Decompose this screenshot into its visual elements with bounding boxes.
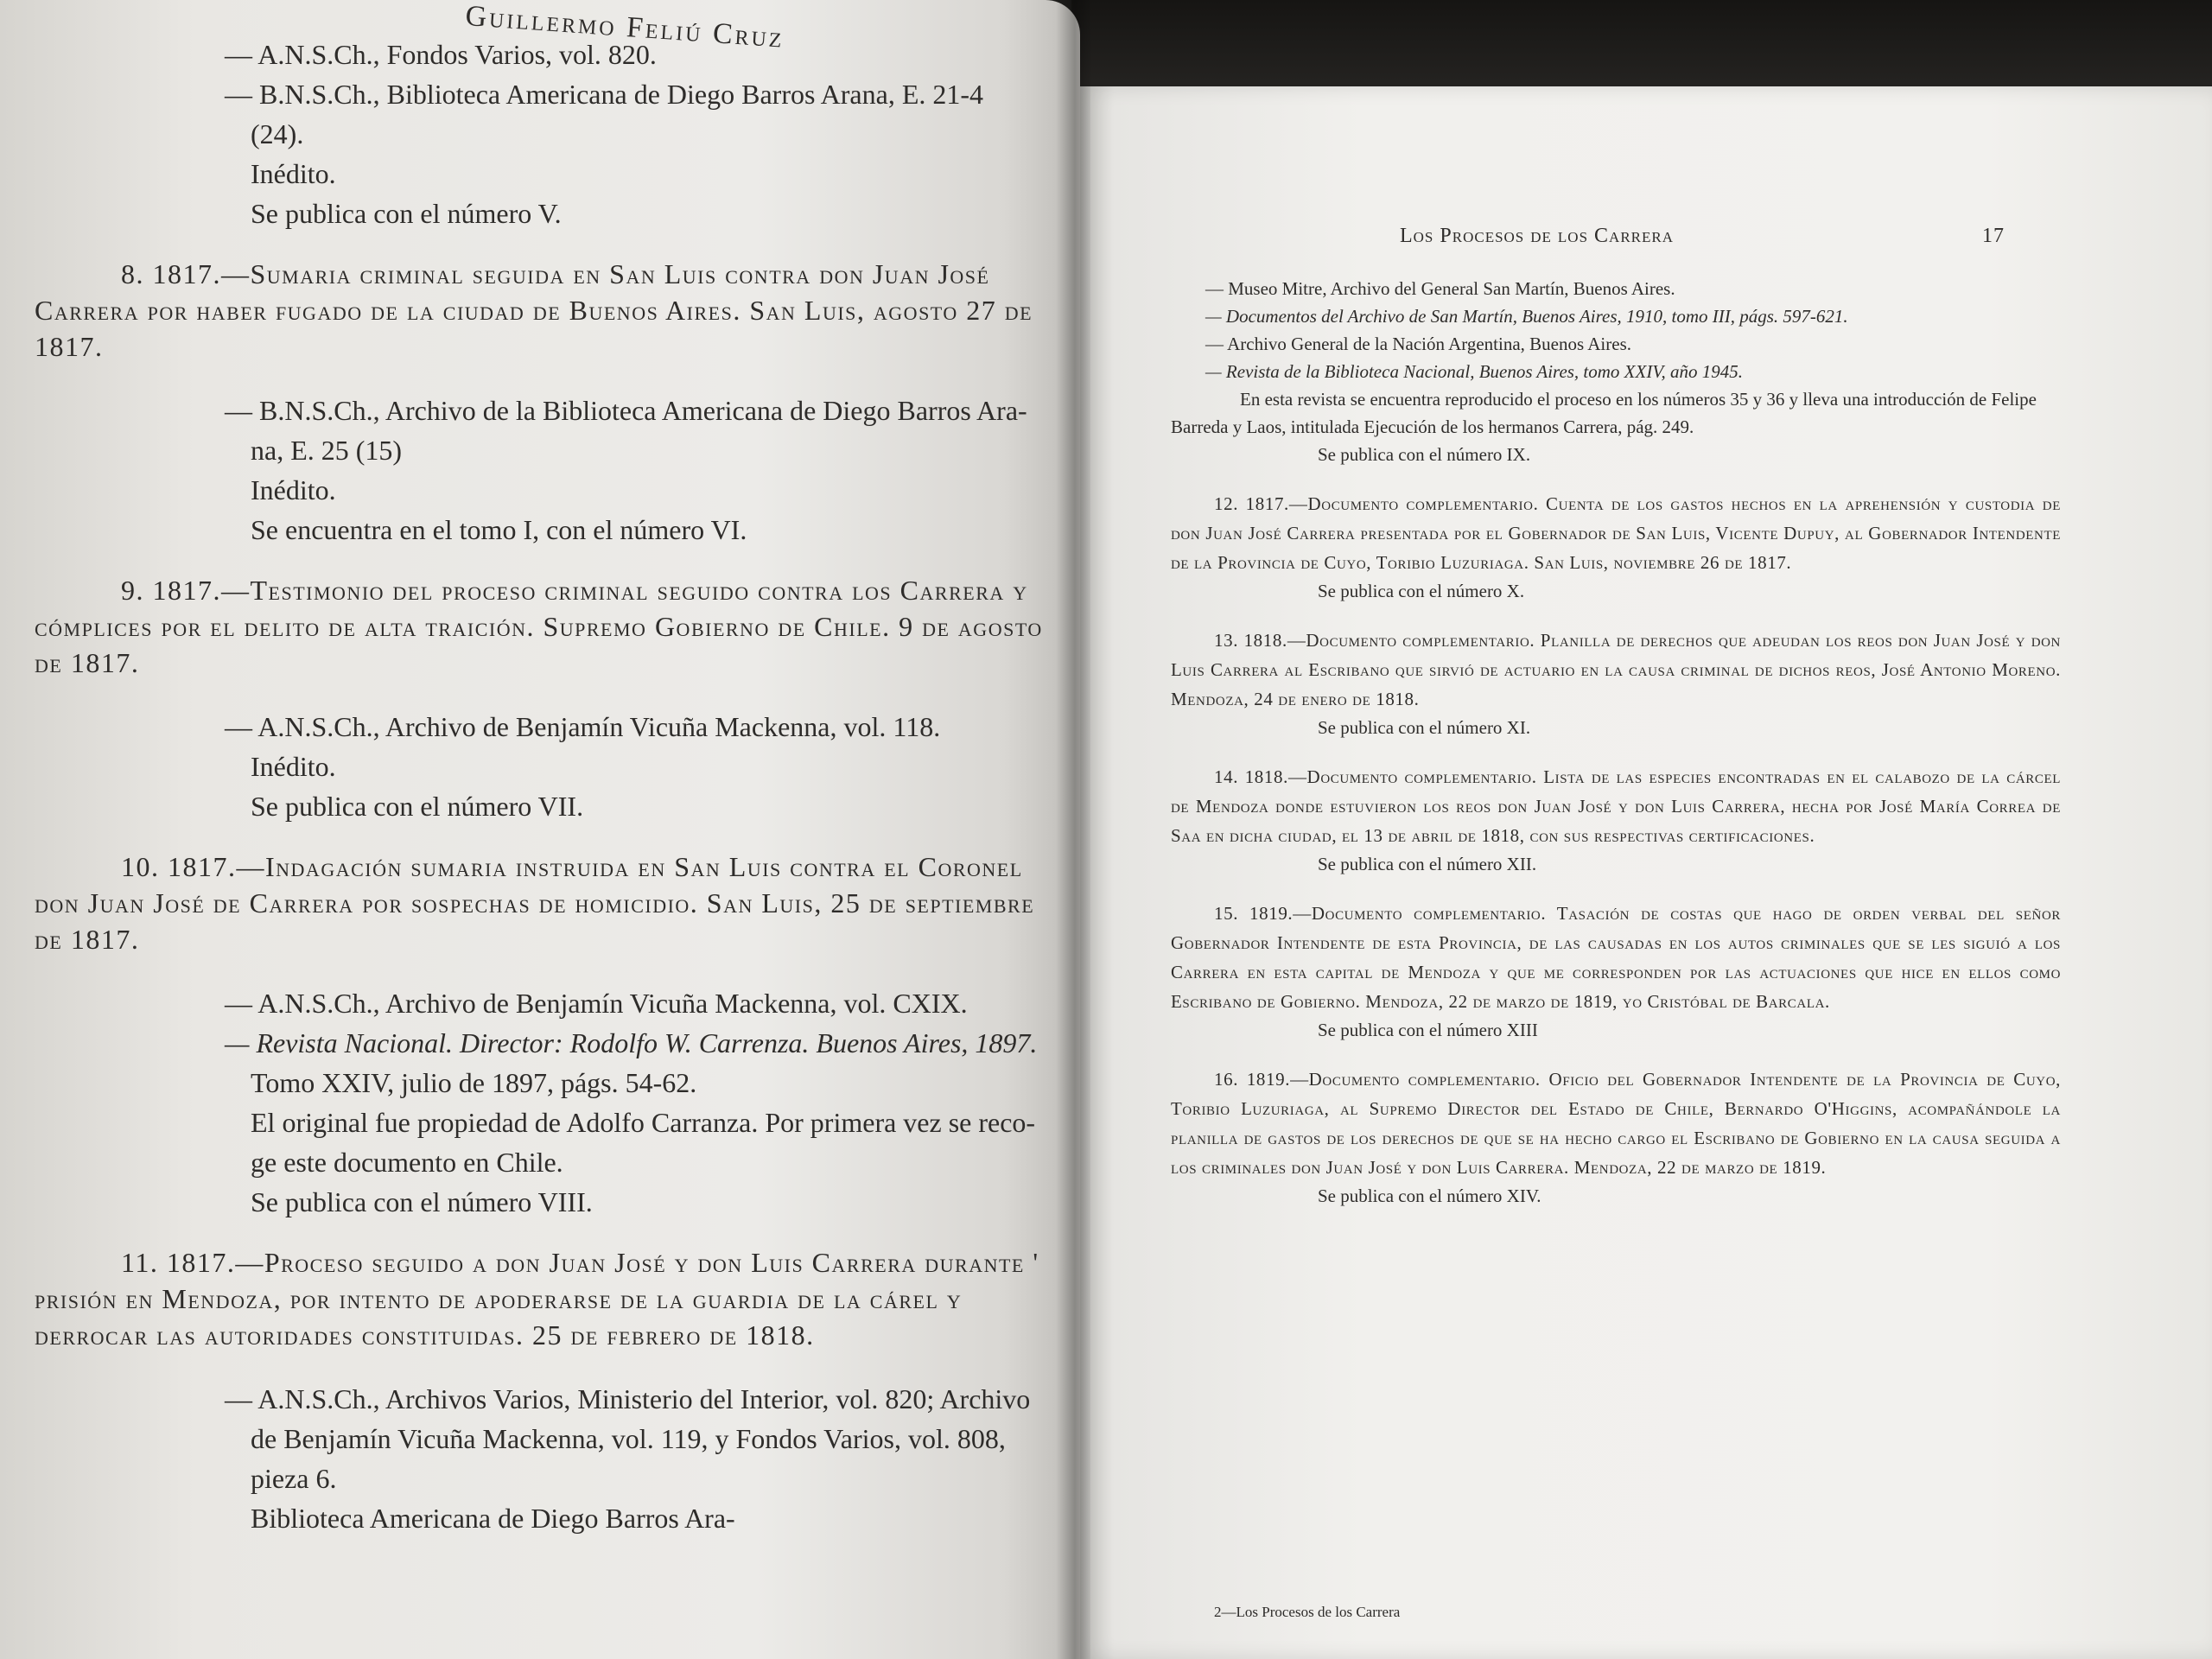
source-line: pieza 6. xyxy=(251,1463,337,1494)
entry-sources-8 xyxy=(0,391,1063,550)
source-line: Inédito. xyxy=(251,751,336,782)
source-line: Tomo XXIV, julio de 1897, págs. 54-62. xyxy=(251,1067,697,1098)
publica-line: Se publica con el número X. xyxy=(1318,581,1525,601)
source-line: — B.N.S.Ch., Biblioteca Americana de Diego Barros Arana, E. 21-4 xyxy=(225,79,984,110)
entry-heading-9: 9. 1817.—Testimonio del proceso criminal seguido contra los Carrera y cómplices por el delito de alta traición. Supremo Gobierno de Chile. 9 de agosto de 1817. xyxy=(35,575,1043,678)
source-line: — Archivo General de la Nación Argentina, Buenos Aires. xyxy=(1205,334,1631,354)
source-line: de Benjamín Vicuña Mackenna, vol. 119, y Fondos Varios, vol. 808, xyxy=(251,1423,1006,1454)
entry-heading-16: 16. 1819.—Documento complementario. Oficio del Gobernador Intendente de la Provincia de Cuyo, Toribio Luzuriaga, al Supremo Director del Estado de Chile, Bernardo O'Higgins, acompañándole la planilla de gastos de los derechos de que se ha hecho cargo el Escribano de Gobierno en la causa seguida a los criminales don Juan José y don Luis Carrera. Mendoza, 22 de marzo de 1819. xyxy=(1171,1069,2061,1178)
source-line: Inédito. xyxy=(251,474,336,505)
right-page-text xyxy=(1171,275,2061,1213)
source-line: na, E. 25 (15) xyxy=(251,435,403,466)
entry-sources-11 xyxy=(0,1379,1063,1538)
source-line: — A.N.S.Ch., Archivo de Benjamín Vicuña Mackenna, vol. CXIX. xyxy=(225,988,968,1019)
publica-line: Se publica con el número XII. xyxy=(1318,854,1537,874)
source-line: — Museo Mitre, Archivo del General San Martín, Buenos Aires. xyxy=(1205,278,1675,299)
right-page xyxy=(1080,86,2212,1659)
entry-heading-12: 12. 1817.—Documento complementario. Cuenta de los gastos hechos en la aprehensión y custodia de don Juan José Carrera presentada por el Gobernador de San Luis, Vicente Dupuy, al Gobernador Intendente de la Provincia de Cuyo, Toribio Luzuriaga. San Luis, noviembre 26 de 1817. xyxy=(1171,493,2061,573)
source-note: En esta revista se encuentra reproducido el proceso en los números 35 y 36 y lleva una introducción de Felipe Barreda y Laos, intitulada Ejecución de los hermanos Carrera, pág. 249. xyxy=(1171,389,2037,437)
entry-sources-9 xyxy=(0,707,1063,826)
source-line: — Documentos del Archivo de San Martín, Buenos Aires, 1910, tomo III, págs. 597-621. xyxy=(1205,306,1848,327)
page-number: 17 xyxy=(1982,225,2005,247)
source-line: (24). xyxy=(251,118,304,149)
source-line: Biblioteca Americana de Diego Barros Ara- xyxy=(251,1503,735,1534)
source-line: — A.N.S.Ch., Archivo de Benjamín Vicuña Mackenna, vol. 118. xyxy=(225,711,941,742)
publica-line: Se publica con el número XI. xyxy=(1318,717,1531,738)
left-top-sources xyxy=(0,35,1063,233)
entry-heading-11: 11. 1817.—Proceso seguido a don Juan José y don Luis Carrera durante ' prisión en Mendoza, por intento de apoderarse de la guardia de la cárel y derrocar las autoridades constituidas. 25 de febrero de 1818. xyxy=(35,1247,1039,1351)
source-line: El original fue propiedad de Adolfo Carranza. Por primera vez se reco- xyxy=(251,1107,1036,1138)
publica-line: Se publica con el número XIV. xyxy=(1318,1185,1541,1206)
source-line: Se publica con el número VIII. xyxy=(251,1186,593,1217)
book-gutter xyxy=(1056,0,1090,1659)
source-line: — Revista de la Biblioteca Nacional, Buenos Aires, tomo XXIV, año 1945. xyxy=(1205,361,1743,382)
publica-line: Se publica con el número IX. xyxy=(1318,444,1531,465)
entry-heading-8: 8. 1817.—Sumaria criminal seguida en San Luis contra don Juan José Carrera por haber fugado de la ciudad de Buenos Aires. San Luis, agosto 27 de 1817. xyxy=(35,258,1033,362)
source-line: — B.N.S.Ch., Archivo de la Biblioteca Americana de Diego Barros Ara- xyxy=(225,395,1027,426)
entry-heading-10: 10. 1817.—Indagación sumaria instruida en San Luis contra el Coronel don Juan José de Carrera por sospechas de homicidio. San Luis, 25 de septiembre de 1817. xyxy=(35,851,1035,955)
entry-heading-15: 15. 1819.—Documento complementario. Tasación de costas que hago de orden verbal del señor Gobernador Intendente de esta Provincia, de las causadas en los autos criminales que se les siguió a los Carrera en esta capital de Mendoza y que me corresponden por las actuaciones que hice en ellos como Escribano de Gobierno. Mendoza, 22 de marzo de 1819, yo Cristóbal de Barcala. xyxy=(1171,903,2061,1012)
source-line: Se encuentra en el tomo I, con el número VI. xyxy=(251,514,747,545)
left-running-head: Guillermo Feliú Cruz xyxy=(464,0,785,54)
entry-heading-13: 13. 1818.—Documento complementario. Planilla de derechos que adeudan los reos don Juan José y don Luis Carrera al Escribano que sirvió de actuario en la causa criminal de dichos reos, José Antonio Moreno. Mendoza, 24 de enero de 1818. xyxy=(1171,630,2061,709)
entry-sources-10 xyxy=(0,983,1063,1222)
right-running-head xyxy=(1400,225,2005,248)
left-page-text xyxy=(0,35,1063,1555)
source-line: — A.N.S.Ch., Fondos Varios, vol. 820. xyxy=(225,39,657,70)
left-page xyxy=(0,0,1080,1659)
publica-line: Se publica con el número XIII xyxy=(1318,1020,1538,1040)
running-head-title: Los Procesos de los Carrera xyxy=(1400,225,1675,247)
source-line: Se publica con el número VII. xyxy=(251,791,584,822)
entry-heading-14: 14. 1818.—Documento complementario. Lista de las especies encontradas en el calabozo de la cárcel de Mendoza donde estuvieron los reos don Juan José y don Luis Carrera, hecha por José María Correa de Saa en dicha ciudad, el 13 de abril de 1818, con sus respectivas certificaciones. xyxy=(1171,766,2061,846)
page-footnote: 2—Los Procesos de los Carrera xyxy=(1214,1604,1401,1620)
source-line: — Revista Nacional. Director: Rodolfo W. Carrenza. Buenos Aires, 1897. xyxy=(225,1027,1038,1058)
source-line: — A.N.S.Ch., Archivos Varios, Ministerio del Interior, vol. 820; Archivo xyxy=(225,1383,1031,1414)
source-line: ge este documento en Chile. xyxy=(251,1147,563,1178)
source-line: Se publica con el número V. xyxy=(251,198,562,229)
source-line: Inédito. xyxy=(251,158,336,189)
